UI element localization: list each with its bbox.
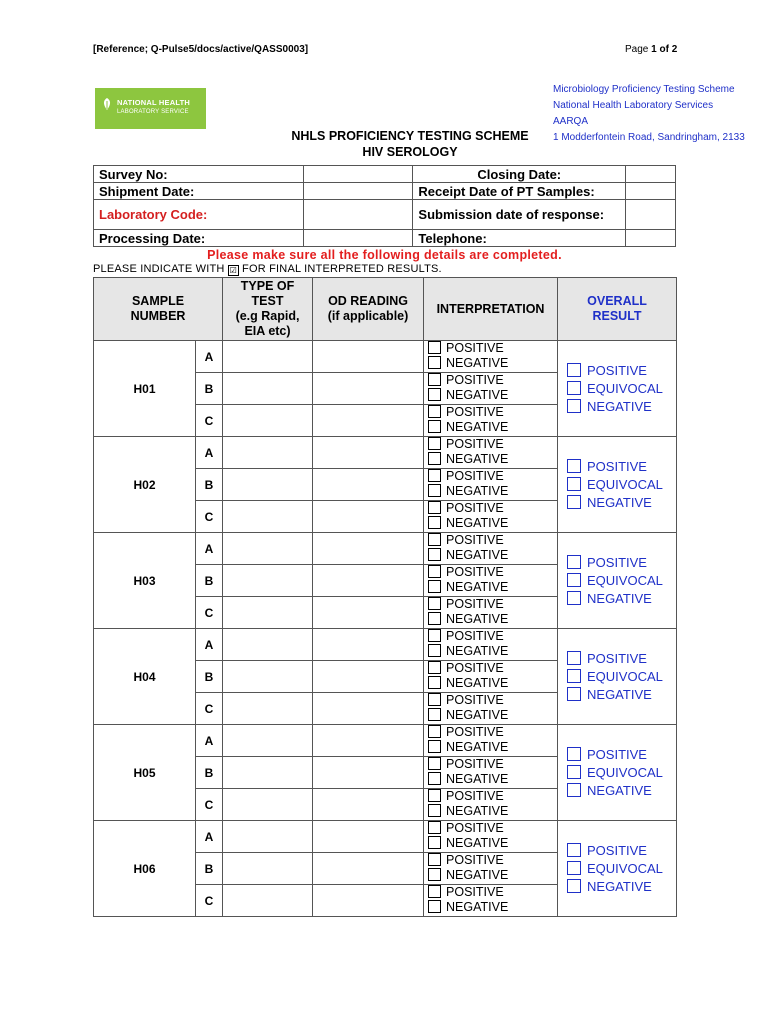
subsample-label: B <box>196 469 223 501</box>
title-line2: HIV SEROLOGY <box>362 145 458 159</box>
option-label: NEGATIVE <box>446 356 509 370</box>
option-label: EQUIVOCAL <box>587 860 663 876</box>
interpretation-option[interactable] <box>428 789 557 804</box>
option-label: NEGATIVE <box>446 612 509 626</box>
checkbox-icon[interactable] <box>428 533 441 546</box>
option-label: POSITIVE <box>446 885 504 899</box>
checkbox-icon[interactable] <box>428 437 441 450</box>
overall-option[interactable] <box>567 554 676 572</box>
laboratory-code-label: Laboratory Code: <box>94 200 304 230</box>
subsample-label: B <box>196 757 223 789</box>
interpretation-option[interactable] <box>428 629 557 644</box>
interpretation-option[interactable] <box>428 516 557 531</box>
indicate-text-after: FOR FINAL INTERPRETED RESULTS. <box>238 263 442 275</box>
subsample-label: A <box>196 629 223 661</box>
indicate-text-before: PLEASE INDICATE WITH <box>93 263 228 275</box>
checkbox-icon[interactable] <box>428 836 441 849</box>
sample-row <box>94 533 677 565</box>
subsample-label: C <box>196 597 223 629</box>
subsample-label: C <box>196 501 223 533</box>
receipt-date-label: Receipt Date of PT Samples: <box>413 183 626 200</box>
type-of-test-field[interactable] <box>223 341 313 373</box>
od-reading-field[interactable] <box>313 789 424 821</box>
overall-result-cell <box>558 725 677 821</box>
option-label: POSITIVE <box>446 437 504 451</box>
od-reading-field[interactable] <box>313 629 424 661</box>
option-label: EQUIVOCAL <box>587 668 663 684</box>
interpretation-option[interactable] <box>428 533 557 548</box>
telephone-label: Telephone: <box>413 230 626 247</box>
closing-date-field[interactable] <box>626 166 676 183</box>
address-line: AARQA <box>553 116 589 127</box>
checkbox-icon[interactable] <box>428 405 441 418</box>
od-reading-field[interactable] <box>313 853 424 885</box>
overall-result-cell <box>558 533 677 629</box>
checkbox-icon[interactable] <box>428 821 441 834</box>
type-of-test-field[interactable] <box>223 693 313 725</box>
sample-id: H06 <box>94 821 196 917</box>
type-of-test-header: TYPE OF TEST (e.g Rapid, EIA etc) <box>223 278 313 341</box>
option-label: POSITIVE <box>446 693 504 707</box>
option-label: POSITIVE <box>587 746 647 762</box>
interpretation-cell <box>424 501 558 533</box>
checkbox-icon[interactable] <box>428 708 441 721</box>
checkbox-icon[interactable] <box>428 757 441 770</box>
subsample-label: C <box>196 789 223 821</box>
od-reading-field[interactable] <box>313 533 424 565</box>
od-reading-field[interactable] <box>313 661 424 693</box>
checkbox-icon[interactable] <box>428 885 441 898</box>
sample-row <box>94 821 677 853</box>
interpretation-cell <box>424 661 558 693</box>
checkbox-icon[interactable] <box>428 565 441 578</box>
interpretation-option[interactable] <box>428 437 557 452</box>
type-of-test-field[interactable] <box>223 629 313 661</box>
sample-number-header: SAMPLE NUMBER <box>94 278 223 341</box>
overall-result-cell <box>558 629 677 725</box>
od-reading-field[interactable] <box>313 597 424 629</box>
sample-row <box>94 341 677 373</box>
subsample-label: B <box>196 661 223 693</box>
sample-id: H01 <box>94 341 196 437</box>
processing-date-field[interactable] <box>303 230 413 247</box>
od-reading-field[interactable] <box>313 373 424 405</box>
checkbox-icon[interactable] <box>567 477 581 491</box>
overall-option[interactable] <box>567 764 676 782</box>
checkbox-icon[interactable] <box>567 879 581 893</box>
checkbox-icon[interactable] <box>567 861 581 875</box>
option-label: POSITIVE <box>587 362 647 378</box>
interpretation-cell <box>424 597 558 629</box>
option-label: EQUIVOCAL <box>587 476 663 492</box>
option-label: POSITIVE <box>446 597 504 611</box>
option-label: POSITIVE <box>587 458 647 474</box>
nhls-logo <box>95 88 206 129</box>
checkbox-icon[interactable] <box>567 573 581 587</box>
type-of-test-field[interactable] <box>223 469 313 501</box>
receipt-date-field[interactable] <box>626 183 676 200</box>
overall-result-header: OVERALL RESULT <box>558 278 677 341</box>
checkbox-icon[interactable] <box>428 661 441 674</box>
interpretation-option[interactable] <box>428 757 557 772</box>
option-label: POSITIVE <box>446 853 504 867</box>
survey-no-field[interactable] <box>303 166 413 183</box>
page-number <box>625 44 677 55</box>
option-label: POSITIVE <box>446 501 504 515</box>
checkbox-icon[interactable] <box>428 612 441 625</box>
interpretation-option[interactable] <box>428 356 557 371</box>
option-label: NEGATIVE <box>446 644 509 658</box>
od-reading-header: OD READING (if applicable) <box>313 278 424 341</box>
option-label: NEGATIVE <box>587 398 652 414</box>
closing-date-label: Closing Date: <box>413 166 626 183</box>
overall-option[interactable] <box>567 860 676 878</box>
overall-option[interactable] <box>567 842 676 860</box>
type-of-test-field[interactable] <box>223 597 313 629</box>
interpretation-cell <box>424 789 558 821</box>
interpretation-option[interactable] <box>428 501 557 516</box>
option-label: NEGATIVE <box>587 590 652 606</box>
shipment-date-field[interactable] <box>303 183 413 200</box>
interpretation-option[interactable] <box>428 804 557 819</box>
address-line: 1 Modderfontein Road, Sandringham, 2133 <box>553 132 745 143</box>
checkbox-icon[interactable] <box>567 381 581 395</box>
interpretation-option[interactable] <box>428 484 557 499</box>
checkbox-icon[interactable] <box>428 469 441 482</box>
checkbox-icon[interactable] <box>428 452 441 465</box>
checkbox-icon[interactable] <box>428 868 441 881</box>
interpretation-option[interactable] <box>428 821 557 836</box>
option-label: NEGATIVE <box>446 900 509 914</box>
option-label: NEGATIVE <box>587 782 652 798</box>
checkbox-icon[interactable] <box>428 772 441 785</box>
od-reading-field[interactable] <box>313 437 424 469</box>
overall-option[interactable] <box>567 650 676 668</box>
interpretation-option[interactable] <box>428 661 557 676</box>
option-label: EQUIVOCAL <box>587 764 663 780</box>
overall-option[interactable] <box>567 686 676 704</box>
sample-row <box>94 725 677 757</box>
type-of-test-field[interactable] <box>223 853 313 885</box>
subsample-label: C <box>196 885 223 917</box>
option-label: NEGATIVE <box>587 878 652 894</box>
checkbox-icon[interactable] <box>428 853 441 866</box>
telephone-field[interactable] <box>626 230 676 247</box>
subsample-label: C <box>196 405 223 437</box>
interpretation-cell <box>424 533 558 565</box>
interpretation-option[interactable] <box>428 644 557 659</box>
od-reading-field[interactable] <box>313 341 424 373</box>
checkbox-icon[interactable] <box>428 548 441 561</box>
option-label: NEGATIVE <box>446 388 509 402</box>
option-label: NEGATIVE <box>587 494 652 510</box>
interpretation-cell <box>424 853 558 885</box>
laboratory-code-field[interactable] <box>303 200 413 230</box>
option-label: NEGATIVE <box>446 484 509 498</box>
subsample-label: A <box>196 533 223 565</box>
sample-id: H05 <box>94 725 196 821</box>
option-label: NEGATIVE <box>446 580 509 594</box>
interpretation-cell <box>424 821 558 853</box>
overall-option[interactable] <box>567 398 676 416</box>
interpretation-option[interactable] <box>428 772 557 787</box>
od-reading-field[interactable] <box>313 885 424 917</box>
option-label: POSITIVE <box>446 533 504 547</box>
overall-option[interactable] <box>567 668 676 686</box>
checkbox-icon[interactable] <box>567 687 581 701</box>
od-reading-field[interactable] <box>313 693 424 725</box>
overall-option[interactable] <box>567 380 676 398</box>
type-of-test-field[interactable] <box>223 757 313 789</box>
od-reading-field[interactable] <box>313 757 424 789</box>
option-label: POSITIVE <box>587 554 647 570</box>
sample-row <box>94 437 677 469</box>
submission-date-field[interactable] <box>626 200 676 230</box>
type-of-test-field[interactable] <box>223 821 313 853</box>
option-label: EQUIVOCAL <box>587 380 663 396</box>
type-of-test-field[interactable] <box>223 437 313 469</box>
overall-option[interactable] <box>567 476 676 494</box>
od-reading-field[interactable] <box>313 405 424 437</box>
checkbox-icon[interactable] <box>428 373 441 386</box>
checkbox-icon[interactable] <box>428 629 441 642</box>
interpretation-option[interactable] <box>428 900 557 915</box>
subsample-label: A <box>196 341 223 373</box>
overall-result-cell <box>558 341 677 437</box>
interpretation-cell <box>424 373 558 405</box>
interpretation-cell <box>424 693 558 725</box>
overall-option[interactable] <box>567 878 676 896</box>
interpretation-cell <box>424 885 558 917</box>
survey-no-label: Survey No: <box>94 166 304 183</box>
sample-row <box>94 629 677 661</box>
option-label: POSITIVE <box>446 629 504 643</box>
checkbox-icon[interactable] <box>567 555 581 569</box>
option-label: NEGATIVE <box>446 452 509 466</box>
interpretation-option[interactable] <box>428 373 557 388</box>
option-label: NEGATIVE <box>446 420 509 434</box>
type-of-test-field[interactable] <box>223 373 313 405</box>
checkbox-icon[interactable] <box>428 356 441 369</box>
page-current: 1 <box>651 44 657 55</box>
interpretation-cell <box>424 725 558 757</box>
type-of-test-field[interactable] <box>223 565 313 597</box>
checkbox-icon[interactable] <box>428 484 441 497</box>
option-label: POSITIVE <box>587 650 647 666</box>
page-total: 2 <box>671 44 678 55</box>
interpretation-option[interactable] <box>428 836 557 851</box>
option-label: NEGATIVE <box>446 772 509 786</box>
interpretation-option[interactable] <box>428 341 557 356</box>
option-label: POSITIVE <box>446 757 504 771</box>
checkbox-icon[interactable] <box>567 765 581 779</box>
page-prefix: Page <box>625 44 652 55</box>
option-label: POSITIVE <box>446 821 504 835</box>
type-of-test-field[interactable] <box>223 789 313 821</box>
interpretation-option[interactable] <box>428 580 557 595</box>
checkbox-icon[interactable] <box>567 747 581 761</box>
checkbox-icon[interactable] <box>567 843 581 857</box>
option-label: POSITIVE <box>446 725 504 739</box>
overall-option[interactable] <box>567 572 676 590</box>
option-label: POSITIVE <box>446 565 504 579</box>
option-label: POSITIVE <box>446 469 504 483</box>
interpretation-option[interactable] <box>428 853 557 868</box>
type-of-test-field[interactable] <box>223 661 313 693</box>
checkbox-icon[interactable] <box>428 388 441 401</box>
indicate-instruction <box>93 263 442 276</box>
overall-result-cell <box>558 437 677 533</box>
interpretation-cell <box>424 437 558 469</box>
option-label: POSITIVE <box>446 661 504 675</box>
checkbox-icon[interactable] <box>428 644 441 657</box>
document-reference: [Reference; Q-Pulse5/docs/active/QASS0003] <box>93 44 309 55</box>
shipment-date-label: Shipment Date: <box>94 183 304 200</box>
option-label: NEGATIVE <box>446 548 509 562</box>
interpretation-cell <box>424 757 558 789</box>
checkbox-icon[interactable] <box>428 420 441 433</box>
option-label: POSITIVE <box>446 373 504 387</box>
interpretation-option[interactable] <box>428 548 557 563</box>
overall-option[interactable] <box>567 458 676 476</box>
interpretation-option[interactable] <box>428 868 557 883</box>
subsample-label: C <box>196 693 223 725</box>
checkbox-icon[interactable] <box>567 669 581 683</box>
checkbox-icon[interactable] <box>567 459 581 473</box>
interpretation-header: INTERPRETATION <box>424 278 558 341</box>
option-label: NEGATIVE <box>446 516 509 530</box>
interpretation-cell <box>424 341 558 373</box>
od-reading-field[interactable] <box>313 565 424 597</box>
overall-option[interactable] <box>567 782 676 800</box>
checkbox-icon[interactable] <box>567 399 581 413</box>
checkbox-icon[interactable] <box>428 900 441 913</box>
sample-id: H02 <box>94 437 196 533</box>
interpretation-option[interactable] <box>428 725 557 740</box>
interpretation-option[interactable] <box>428 597 557 612</box>
option-label: POSITIVE <box>446 789 504 803</box>
option-label: POSITIVE <box>587 842 647 858</box>
od-reading-field[interactable] <box>313 725 424 757</box>
od-reading-field[interactable] <box>313 501 424 533</box>
interpretation-cell <box>424 565 558 597</box>
overall-option[interactable] <box>567 590 676 608</box>
subsample-label: B <box>196 853 223 885</box>
interpretation-option[interactable] <box>428 740 557 755</box>
option-label: NEGATIVE <box>446 804 509 818</box>
type-of-test-field[interactable] <box>223 501 313 533</box>
sample-id: H04 <box>94 629 196 725</box>
checkbox-icon[interactable] <box>567 651 581 665</box>
checkbox-icon[interactable] <box>428 789 441 802</box>
results-table <box>93 277 677 917</box>
checkbox-icon[interactable] <box>567 783 581 797</box>
checkbox-icon[interactable] <box>567 591 581 605</box>
sample-id: H03 <box>94 533 196 629</box>
interpretation-cell <box>424 469 558 501</box>
checkbox-icon[interactable] <box>428 516 441 529</box>
interpretation-option[interactable] <box>428 693 557 708</box>
address-line: National Health Laboratory Services <box>553 100 714 111</box>
subsample-label: B <box>196 373 223 405</box>
submission-date-label: Submission date of response: <box>413 200 626 230</box>
overall-option[interactable] <box>567 746 676 764</box>
title-line1: NHLS PROFICIENCY TESTING SCHEME <box>291 129 529 143</box>
checkbox-icon[interactable] <box>428 740 441 753</box>
checkbox-icon[interactable] <box>428 341 441 354</box>
checkbox-icon[interactable] <box>567 495 581 509</box>
checkbox-icon[interactable] <box>428 580 441 593</box>
interpretation-option[interactable] <box>428 708 557 723</box>
interpretation-option[interactable] <box>428 405 557 420</box>
checkbox-icon[interactable] <box>428 804 441 817</box>
form-title <box>210 128 610 160</box>
od-reading-field[interactable] <box>313 469 424 501</box>
overall-result-cell <box>558 821 677 917</box>
logo-text-line2: LABORATORY SERVICE <box>117 109 189 115</box>
checkbox-icon[interactable] <box>428 725 441 738</box>
logo-leaf-icon <box>101 98 113 110</box>
interpretation-cell <box>424 629 558 661</box>
interpretation-option[interactable] <box>428 612 557 627</box>
overall-option[interactable] <box>567 494 676 512</box>
overall-option[interactable] <box>567 362 676 380</box>
interpretation-option[interactable] <box>428 452 557 467</box>
option-label: NEGATIVE <box>587 686 652 702</box>
interpretation-option[interactable] <box>428 885 557 900</box>
subsample-label: B <box>196 565 223 597</box>
survey-info-table <box>93 165 676 247</box>
interpretation-option[interactable] <box>428 469 557 484</box>
processing-date-label: Processing Date: <box>94 230 304 247</box>
interpretation-option[interactable] <box>428 676 557 691</box>
option-label: EQUIVOCAL <box>587 572 663 588</box>
checked-box-icon: ☑ <box>229 266 237 275</box>
type-of-test-field[interactable] <box>223 533 313 565</box>
interpretation-option[interactable] <box>428 565 557 580</box>
subsample-label: A <box>196 725 223 757</box>
completion-notice: Please make sure all the following details are completed. <box>207 248 562 262</box>
page-of: of <box>656 44 672 55</box>
checkbox-icon[interactable] <box>567 363 581 377</box>
option-label: NEGATIVE <box>446 868 509 882</box>
option-label: NEGATIVE <box>446 740 509 754</box>
option-label: POSITIVE <box>446 405 504 419</box>
interpretation-cell <box>424 405 558 437</box>
subsample-label: A <box>196 437 223 469</box>
type-of-test-field[interactable] <box>223 885 313 917</box>
option-label: POSITIVE <box>446 341 504 355</box>
interpretation-option[interactable] <box>428 388 557 403</box>
type-of-test-field[interactable] <box>223 725 313 757</box>
address-line: Microbiology Proficiency Testing Scheme <box>553 84 735 95</box>
checkbox-icon[interactable] <box>428 597 441 610</box>
option-label: NEGATIVE <box>446 836 509 850</box>
option-label: NEGATIVE <box>446 708 509 722</box>
type-of-test-field[interactable] <box>223 405 313 437</box>
interpretation-option[interactable] <box>428 420 557 435</box>
od-reading-field[interactable] <box>313 821 424 853</box>
checkbox-icon[interactable] <box>428 693 441 706</box>
option-label: NEGATIVE <box>446 676 509 690</box>
logo-text-line1: NATIONAL HEALTH <box>117 98 190 107</box>
subsample-label: A <box>196 821 223 853</box>
checkbox-icon[interactable] <box>428 501 441 514</box>
checkbox-icon[interactable] <box>428 676 441 689</box>
